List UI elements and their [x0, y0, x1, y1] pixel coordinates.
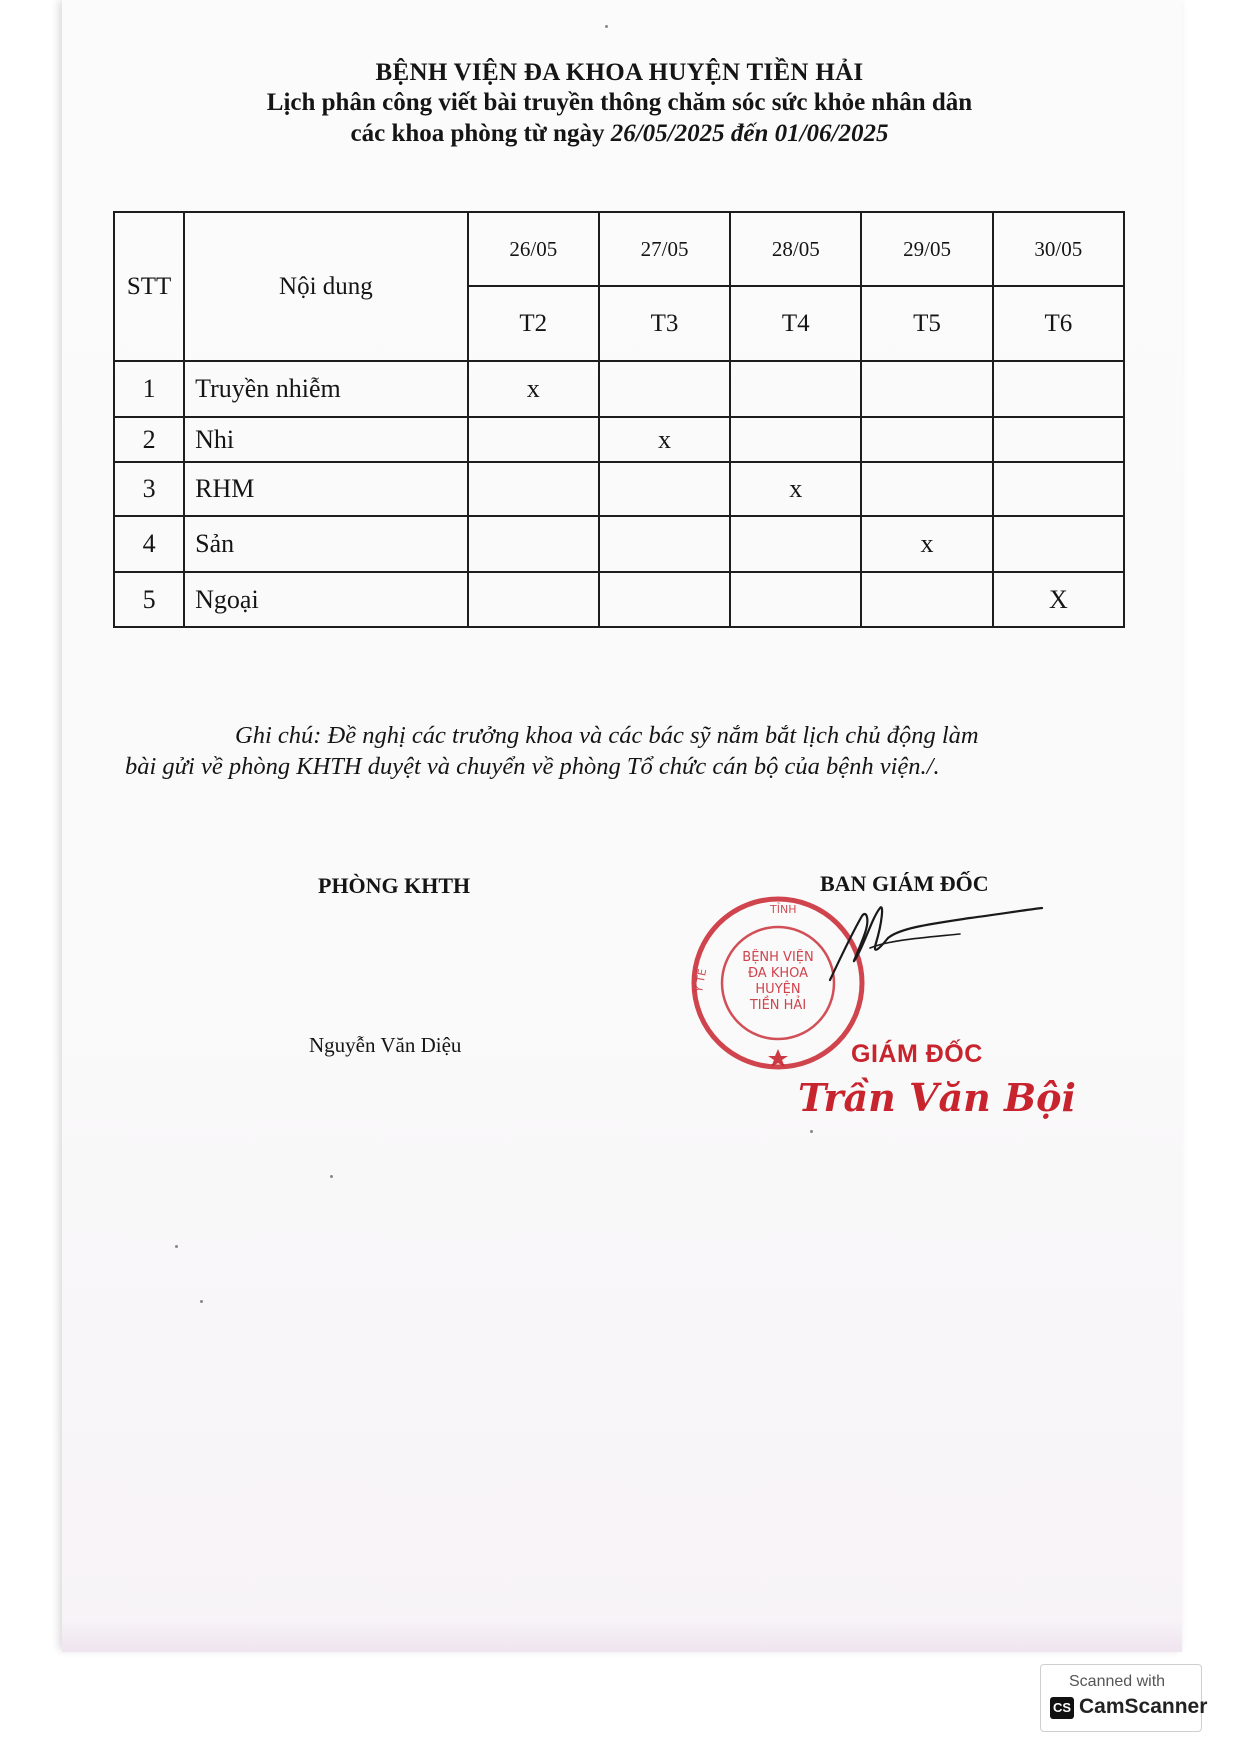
row-mark [599, 361, 730, 417]
day-header: T3 [599, 286, 730, 361]
row-mark: x [730, 462, 861, 516]
stamp-role: GIÁM ĐỐC [851, 1040, 983, 1068]
row-mark [861, 572, 992, 627]
schedule-title: Lịch phân công viết bài truyền thông chăm sóc sức khỏe nhân dân [266, 89, 973, 116]
page-bottom-edge [62, 1620, 1182, 1652]
scan-speck [330, 1175, 333, 1178]
row-stt: 1 [114, 361, 184, 417]
row-mark [993, 462, 1124, 516]
badge-caption: Scanned with [1069, 1673, 1166, 1690]
left-signatory-title: PHÒNG KHTH [318, 873, 471, 898]
period-prefix: các khoa phòng từ ngày [350, 120, 611, 147]
date-header: 27/05 [599, 212, 730, 286]
right-signatory-title: BAN GIÁM ĐỐC [820, 871, 989, 896]
row-mark [599, 516, 730, 572]
row-mark [861, 361, 992, 417]
table-row [114, 417, 1124, 462]
day-header: T4 [730, 286, 861, 361]
table-row [114, 361, 1124, 417]
badge-app-name: CamScanner [1079, 1695, 1208, 1718]
row-content: Nhi [184, 417, 468, 462]
col-content-header: Nội dung [184, 212, 468, 361]
day-header: T5 [861, 286, 992, 361]
table-row [114, 516, 1124, 572]
row-mark [993, 361, 1124, 417]
scan-speck [175, 1245, 178, 1248]
row-content: Ngoại [184, 572, 468, 627]
row-mark [468, 516, 599, 572]
row-stt: 3 [114, 462, 184, 516]
row-mark [468, 417, 599, 462]
row-mark [993, 516, 1124, 572]
row-mark [468, 572, 599, 627]
row-mark [861, 417, 992, 462]
day-header: T6 [993, 286, 1124, 361]
row-mark [599, 572, 730, 627]
stamp-name: Trần Văn Bội [798, 1075, 1076, 1120]
row-mark: X [993, 572, 1124, 627]
row-mark: x [861, 516, 992, 572]
hospital-name: BỆNH VIỆN ĐA KHOA HUYỆN TIỀN HẢI [375, 59, 864, 86]
scan-speck [810, 1130, 813, 1133]
schedule-period [0, 118, 1239, 149]
left-signatory-name: Nguyễn Văn Diệu [309, 1033, 462, 1057]
row-content: RHM [184, 462, 468, 516]
svg-text:TỈNH: TỈNH [770, 903, 797, 916]
row-stt: 5 [114, 572, 184, 627]
note-line: Ghi chú: Đề nghị các trưởng khoa và các bác sỹ nắm bắt lịch chủ động làm [235, 722, 979, 749]
row-mark [730, 516, 861, 572]
period-dates: 26/05/2025 đến 01/06/2025 [610, 120, 889, 147]
date-header: 29/05 [861, 212, 992, 286]
col-stt-header: STT [114, 212, 184, 361]
row-mark [993, 417, 1124, 462]
row-content: Truyền nhiễm [184, 361, 468, 417]
scan-speck [605, 25, 608, 28]
date-header: 30/05 [993, 212, 1124, 286]
director-signature [810, 888, 1045, 988]
svg-text:BỆNH VIỆN: BỆNH VIỆN [742, 950, 814, 965]
svg-text:ĐA KHOA: ĐA KHOA [747, 966, 809, 981]
scan-speck [200, 1300, 203, 1303]
row-mark [599, 462, 730, 516]
table-row [114, 462, 1124, 516]
row-mark [468, 462, 599, 516]
row-mark [730, 361, 861, 417]
camscanner-badge [1040, 1664, 1208, 1732]
table-row [114, 572, 1124, 627]
row-content: Sản [184, 516, 468, 572]
svg-text:Y TẾ: Y TẾ [692, 967, 710, 994]
svg-text:TIỀN HẢI: TIỀN HẢI [749, 998, 807, 1013]
schedule-table [113, 211, 1125, 628]
row-stt: 2 [114, 417, 184, 462]
row-mark: x [599, 417, 730, 462]
row-stt: 4 [114, 516, 184, 572]
row-mark [861, 462, 992, 516]
note-line: bài gửi về phòng KHTH duyệt và chuyển về phòng Tổ chức cán bộ của bệnh viện./. [125, 753, 940, 780]
document-header [0, 58, 1239, 149]
camscanner-logo-icon: CS [1050, 1697, 1074, 1719]
row-mark: x [468, 361, 599, 417]
table-header-row-dates [114, 212, 1124, 286]
row-mark [730, 417, 861, 462]
svg-text:HUYỆN: HUYỆN [755, 982, 801, 997]
date-header: 28/05 [730, 212, 861, 286]
date-header: 26/05 [468, 212, 599, 286]
row-mark [730, 572, 861, 627]
day-header: T2 [468, 286, 599, 361]
note-paragraph [125, 720, 1085, 782]
